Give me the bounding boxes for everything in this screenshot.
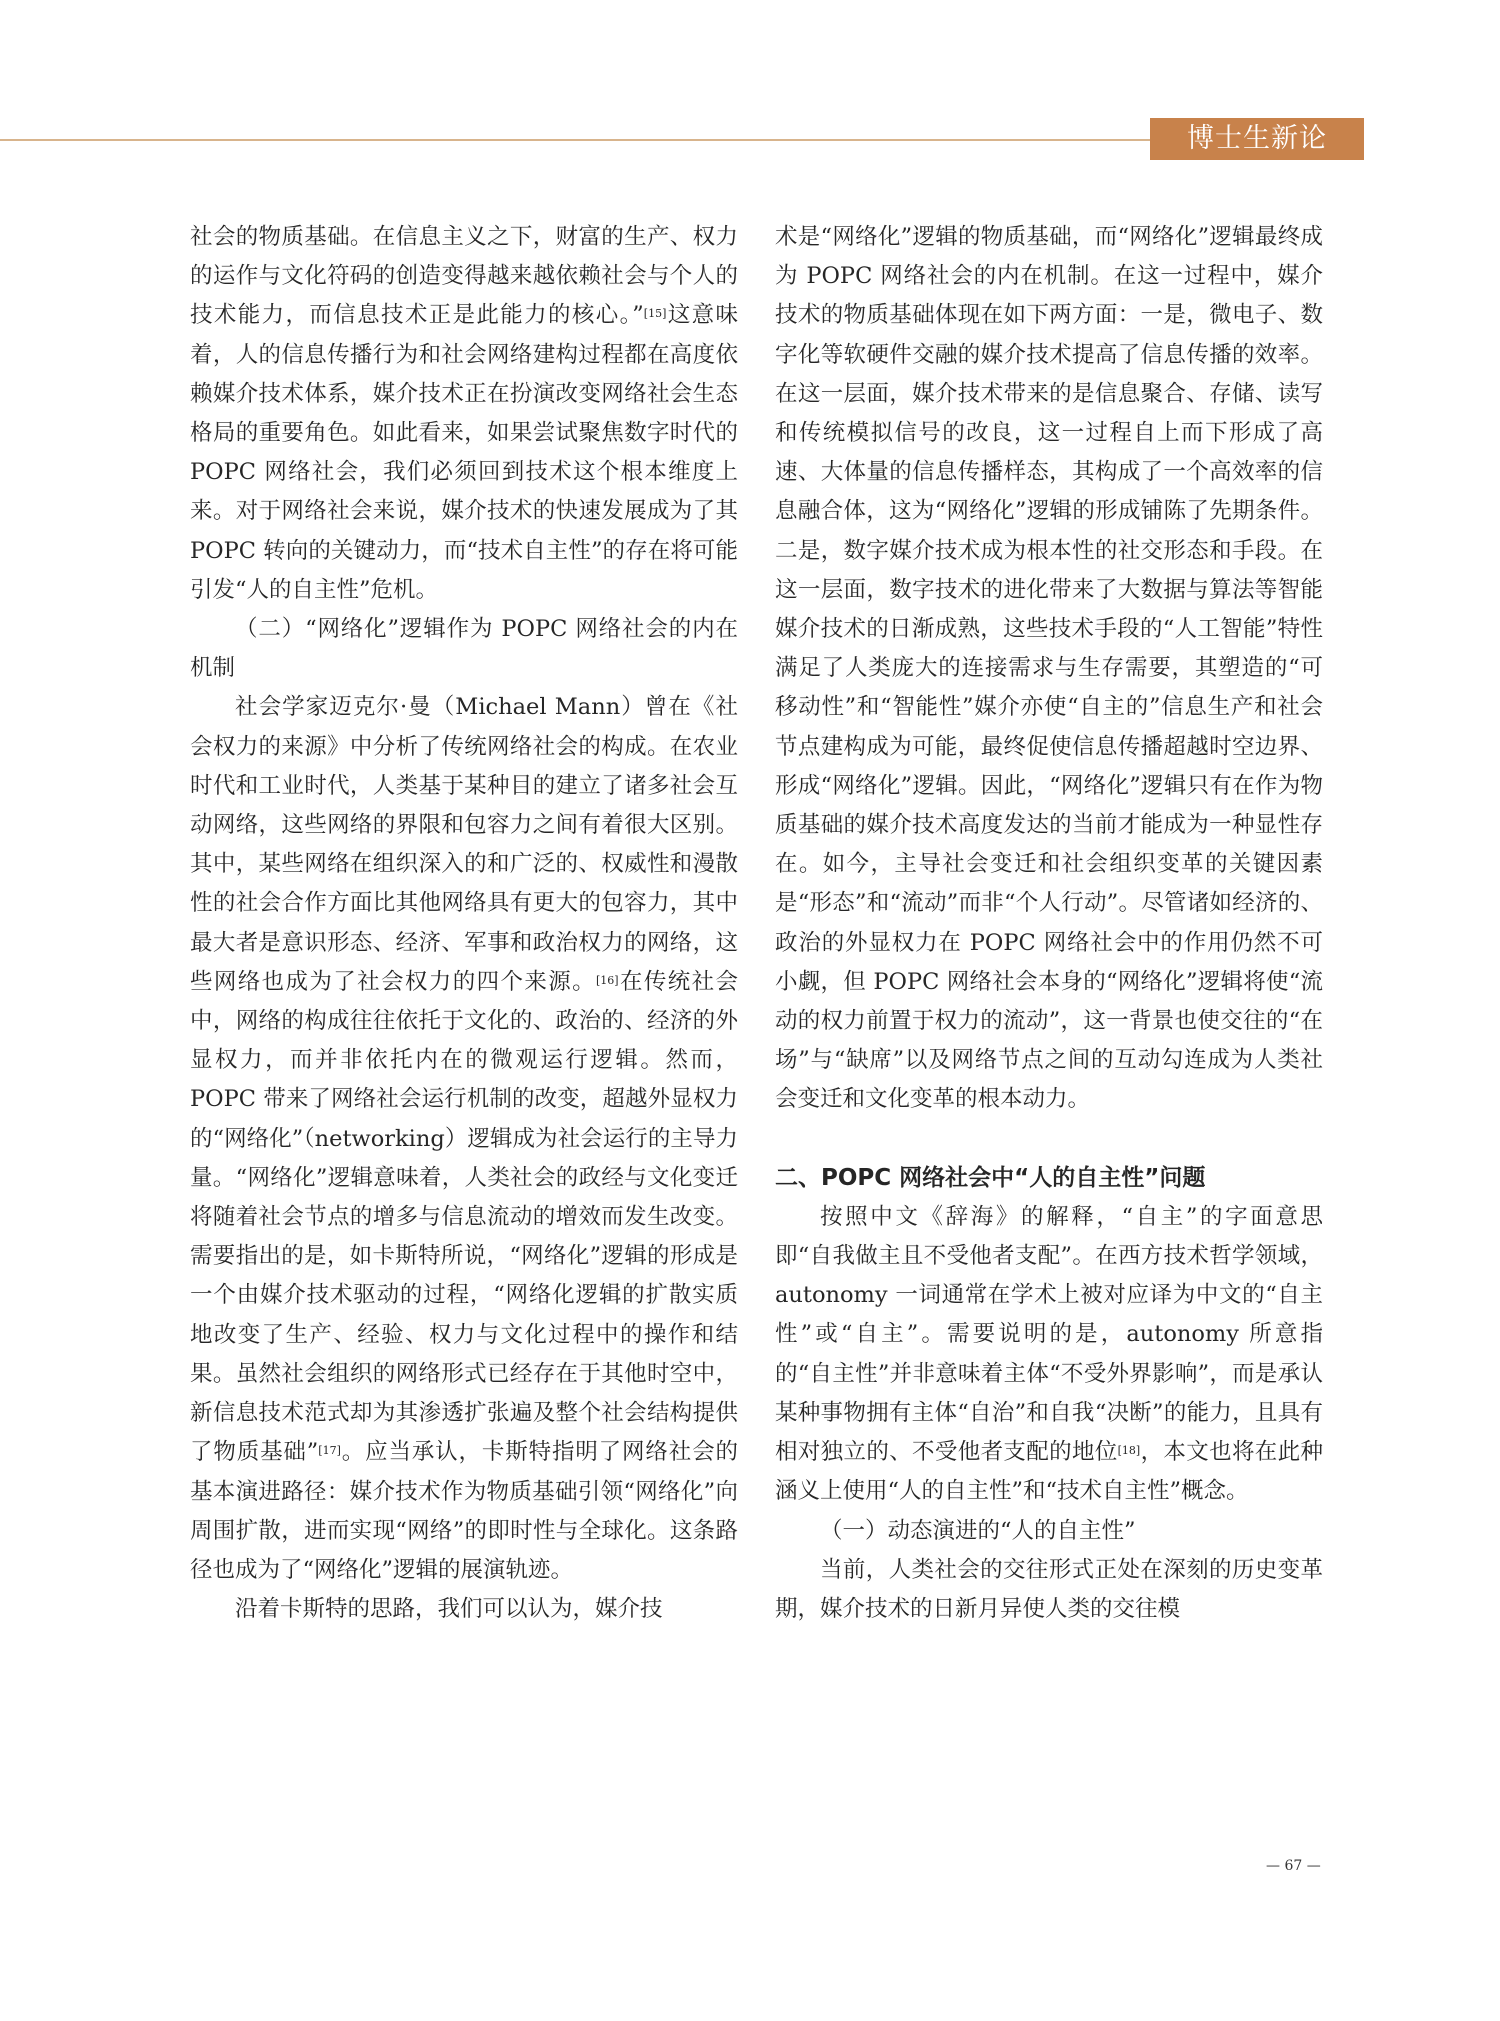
paragraph — [190, 218, 738, 610]
paragraph: 术是“网络化”逻辑的物质基础，而“网络化”逻辑最终成为 POPC 网络社会的内在机制。在这一过程中，媒介技术的物质基础体现在如下两方面：一是，微电子、数字化等软硬件交融的媒介技术提高了信息传播的效率。在这一层面，媒介技术带来的是信息聚合、存储、读写和传统模拟信号的改良，这一过程自上而下形成了高速、大体量的信息传播样态，其构成了一个高效率的信息融合体，这为“网络化”逻辑的形成铺陈了先期条件。二是，数字媒介技术成为根本性的社交形态和手段。在这一层面，数字技术的进化带来了大数据与算法等智能媒介技术的日渐成熟，这些技术手段的“人工智能”特性满足了人类庞大的连接需求与生存需要，其塑造的“可移动性”和“智能性”媒介亦使“自主的”信息生产和社会节点建构成为可能，最终促使信息传播超越时空边界、形成“网络化”逻辑。因此，“网络化”逻辑只有在作为物质基础的媒介技术高度发达的当前才能成为一种显性存在。如今，主导社会变迁和社会组织变革的关键因素是“形态”和“流动”而非“个人行动”。尽管诸如经济的、政治的外显权力在 POPC 网络社会中的作用仍然不可小觑，但 POPC 网络社会本身的“网络化”逻辑将使“流动的权力前置于权力的流动”，这一背景也使交往的“在场”与“缺席”以及网络节点之间的互动勾连成为人类社会变迁和文化变革的根本动力。 — [775, 224, 1323, 1113]
citation-ref: [18] — [1117, 1444, 1141, 1458]
citation-ref: [17] — [318, 1444, 341, 1458]
text-run: 按照中文《辞海》的解释，“自主”的字面意思即“自我做主且不受他者支配”。在西方技术哲学领域，autonomy 一词通常在学术上被对应译为中文的“自主性”或“自主”。需要说明的是，autonomy 所意指的“自主性”并非意味着主体“不受外界影响”，而是承认某种事物拥有主体“自治”和自我“决断”的能力，且具有相对独立的、不受他者支配的地位 — [775, 1203, 1323, 1466]
text-run: 。应当承认，卡斯特指明了网络社会的基本演进路径：媒介技术作为物质基础引领“网络化”向周围扩散，进而实现“网络”的即时性与全球化。这条路径也成为了“网络化”逻辑的展演轨迹。 — [190, 1439, 738, 1583]
text-run: 社会学家迈克尔·曼（Michael Mann）曾在《社会权力的来源》中分析了传统网络社会的构成。在农业时代和工业时代，人类基于某种目的建立了诸多社会互动网络，这些网络的界限和包容力之间有着很大区别。其中，某些网络在组织深入的和广泛的、权威性和漫散性的社会合作方面比其他网络具有更大的包容力，其中最大者是意识形态、经济、军事和政治权力的网络，这些网络也成为了社会权力的四个来源。 — [190, 694, 738, 995]
text-run: 这意味着，人的信息传播行为和社会网络建构过程都在高度依赖媒介技术体系，媒介技术正在扮演改变网络社会生态格局的重要角色。如此看来，如果尝试聚焦数字时代的 POPC 网络社会，我们必须回到技术这个根本维度上来。对于网络社会来说，媒介技术的快速发展成为了其 POPC 转向的关键动力，而“技术自主性”的存在将可能引发“人的自主性”危机。 — [190, 302, 738, 603]
text-run: ，本文也将在此种涵义上使用“人的自主性”和“技术自主性”概念。 — [775, 1439, 1323, 1505]
paragraph — [190, 688, 738, 1590]
section-heading: 二、POPC 网络社会中“人的自主性”问题 — [775, 1164, 1206, 1191]
citation-ref: [15] — [643, 307, 667, 321]
text-run: 社会的物质基础。在信息主义之下，财富的生产、权力的运作与文化符码的创造变得越来越依赖社会与个人的技术能力，而信息技术正是此能力的核心。” — [190, 224, 738, 329]
paragraph: 当前，人类社会的交往形式正处在深刻的历史变革期，媒介技术的日新月异使人类的交往模 — [775, 1556, 1323, 1622]
section-tag-label: 博士生新论 — [1187, 123, 1327, 154]
right-column — [775, 218, 1323, 1629]
citation-ref: [16] — [595, 973, 619, 987]
header-rule — [0, 139, 1150, 141]
page-number: — 67 — — [1266, 1858, 1321, 1874]
text-run: 在传统社会中，网络的构成往往依托于文化的、政治的、经济的外显权力，而并非依托内在的微观运行逻辑。然而，POPC 带来了网络社会运行机制的改变，超越外显权力的“网络化”（networking）逻辑成为社会运行的主导力量。“网络化”逻辑意味着，人类社会的政经与文化变迁将随着社会节点的增多与信息流动的增效而发生改变。需要指出的是，如卡斯特所说，“网络化”逻辑的形成是一个由媒介技术驱动的过程，“网络化逻辑的扩散实质地改变了生产、经验、权力与文化过程中的操作和结果。虽然社会组织的网络形式已经存在于其他时空中，新信息技术范式却为其渗透扩张遍及整个社会结构提供了物质基础” — [190, 968, 738, 1466]
subheading: （二）“网络化”逻辑作为 POPC 网络社会的内在机制 — [190, 616, 738, 682]
paragraph — [775, 1198, 1323, 1512]
subheading: （一）动态演进的“人的自主性” — [820, 1517, 1136, 1544]
section-tag — [1150, 118, 1364, 160]
paragraph: 沿着卡斯特的思路，我们可以认为，媒介技 — [235, 1596, 663, 1623]
left-column — [190, 218, 738, 1629]
